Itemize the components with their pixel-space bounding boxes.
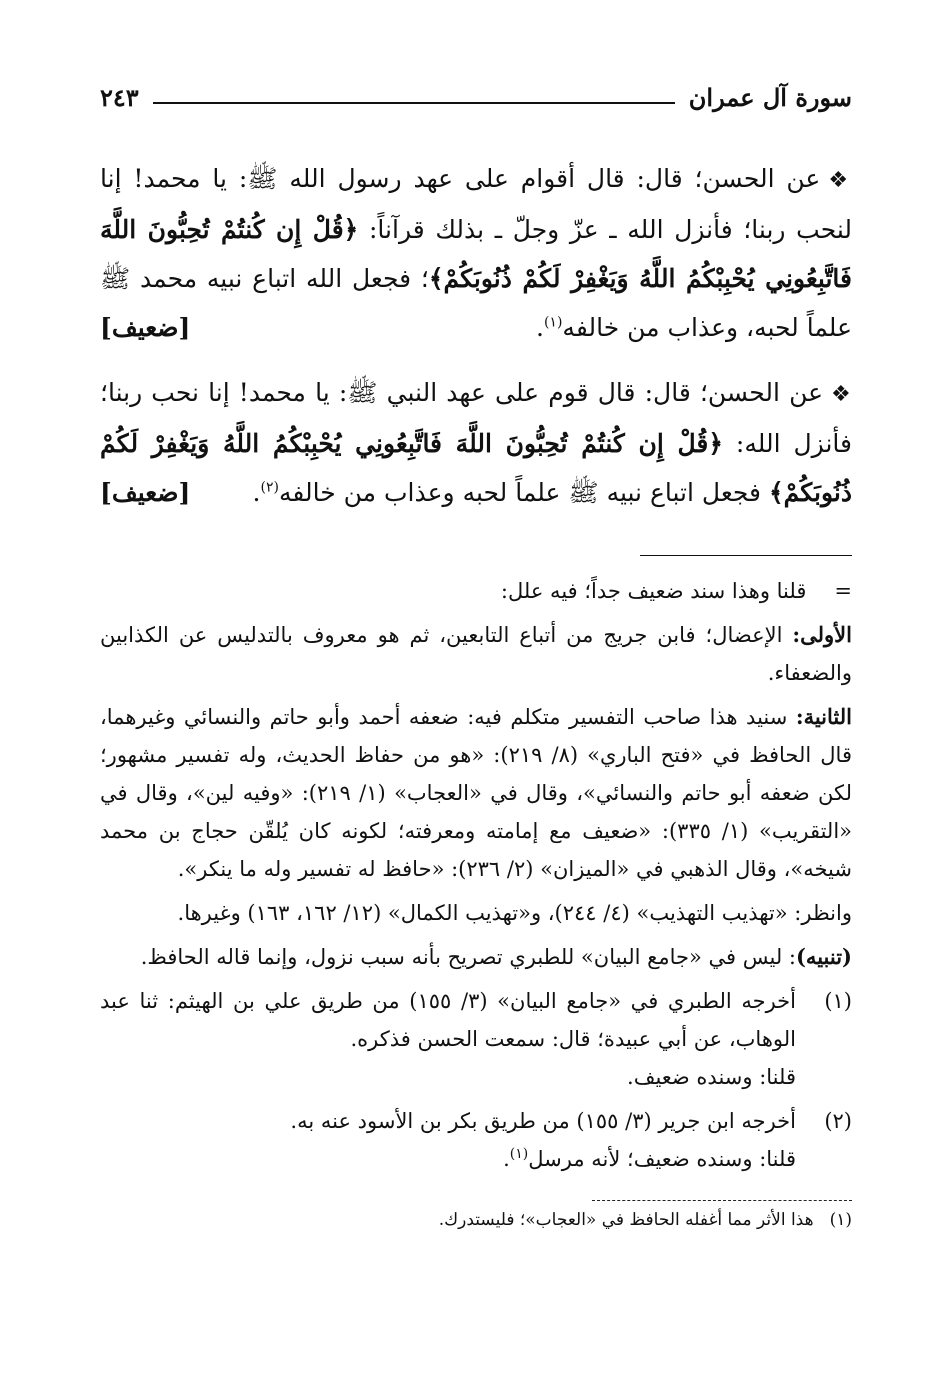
footnote-1-number: (١) bbox=[824, 989, 852, 1013]
subnote bbox=[100, 1205, 852, 1235]
page-number: ٢٤٣ bbox=[100, 83, 139, 112]
second-defect-label: الثانية: bbox=[795, 704, 852, 729]
entry-2-grade: [ضعيف] bbox=[100, 478, 191, 507]
entry-2-text-b: فجعل اتباع نبيه ﷺ علماً لحبه وعذاب من خالفه bbox=[278, 478, 769, 507]
entry-2-text-a: عن الحسن؛ قال: قال قوم على عهد النبي ﷺ: يا محمد! إنا نحب ربنا؛ فأنزل الله: bbox=[100, 378, 853, 458]
subnote-text: هذا الأثر مما أغفله الحافظ في «العجاب»؛ فليستدرك. bbox=[438, 1210, 814, 1230]
subnote-number: (١) bbox=[829, 1210, 852, 1230]
note-intro-text: قلنا وهذا سند ضعيف جداً؛ فيه علل: bbox=[500, 579, 807, 603]
second-defect-text: سنيد هذا صاحب التفسير متكلم فيه: ضعفه أحمد وأبو حاتم والنسائي وغيرهما، قال الحافظ في «فتح الباري» (٨/ ٢١٩): «هو من حفاظ الحديث، وله تفسير مشهور؛ لكن ضعفه أبو حاتم والنسائي»، وقال في «العجاب» (١/ ٢١٩): «وفيه لين»، وقال في «التقريب» (١/ ٣٣٥): «ضعيف مع إمامته ومعرفته؛ لكونه كان يُلقّن حجاج بن محمد شيخه»، وقال الذهبي في «الميزان» (٢/ ٢٣٦): «حافظ له تفسير وله ما ينكر». bbox=[100, 705, 852, 881]
entry-1-end: . bbox=[536, 313, 544, 342]
entry-1-text-b: ؛ فجعل الله اتباع نبيه محمد ﷺ علماً لحبه، وعذاب من خالفه bbox=[100, 264, 852, 342]
footnote-separator bbox=[640, 555, 852, 556]
tanbih-text: : ليس في «جامع البيان» للطبري تصريح بأنه سبب نزول، وإنما قاله الحافظ. bbox=[140, 945, 796, 969]
surah-title: سورة آل عمران bbox=[688, 83, 852, 112]
entry-1-footnote-ref[interactable]: (١) bbox=[543, 314, 563, 331]
note-tanbih bbox=[100, 938, 852, 976]
hadith-entry-1 bbox=[100, 154, 852, 352]
entry-2-footnote-ref[interactable]: (٢) bbox=[260, 479, 279, 496]
footnote-2-text: أخرجه ابن جرير (٣/ ١٥٥) من طريق بكر بن الأسود عنه به. bbox=[290, 1109, 796, 1133]
see-also-text: وانظر: «تهذيب التهذيب» (٤/ ٢٤٤)، و«تهذيب الكمال» (١٢/ ١٦٢، ١٦٣) وغيرها. bbox=[177, 901, 852, 925]
footnote-2 bbox=[100, 1102, 852, 1178]
header-rule bbox=[153, 102, 675, 104]
entry-1-text-a: عن الحسن؛ قال: قال أقوام على عهد رسول الله ﷺ: يا محمد! إنا لنحب ربنا؛ فأنزل الله ـ عزّ وجلّ ـ بذلك قرآناً: bbox=[100, 164, 852, 244]
note-intro bbox=[100, 572, 852, 610]
main-text bbox=[100, 154, 852, 517]
page-header bbox=[100, 78, 852, 118]
first-defect-label: الأولى: bbox=[792, 622, 852, 647]
hadith-entry-2 bbox=[100, 368, 852, 517]
tanbih-label: (تنبيه) bbox=[796, 944, 852, 969]
entry-1-verse: ﴿قُلْ إِن كُنتُمْ تُحِبُّونَ اللَّهَ فَاتَّبِعُونِي يُحْبِبْكُمُ اللَّهُ وَيَغْفِرْ لَكُمْ ذُنُوبَكُمْ﴾ bbox=[100, 215, 852, 293]
footnotes bbox=[100, 572, 852, 1235]
footnote-2-number: (٢) bbox=[824, 1109, 852, 1133]
note-see-also bbox=[100, 894, 852, 932]
entry-1-grade: [ضعيف] bbox=[100, 313, 191, 342]
entry-2-verse: ﴿قُلْ إِن كُنتُمْ تُحِبُّونَ اللَّهَ فَاتَّبِعُونِي يُحْبِبْكُمُ اللَّهُ وَيَغْفِرْ لَكُمْ ذُنُوبَكُمْ﴾ bbox=[100, 429, 852, 507]
footnote-2-end: . bbox=[503, 1147, 510, 1171]
footnote-2-subref[interactable]: (١) bbox=[509, 1146, 529, 1162]
note-second-defect bbox=[100, 698, 852, 888]
subnote-separator bbox=[592, 1200, 852, 1201]
footnote-2-grading: قلنا: وسنده ضعيف؛ لأنه مرسل bbox=[528, 1147, 796, 1171]
footnote-2-grading-line bbox=[100, 1140, 796, 1178]
footnote-1-text: أخرجه الطبري في «جامع البيان» (٣/ ١٥٥) من طريق علي بن الهيثم: ثنا عبد الوهاب، عن أبي عبيدة؛ قال: سمعت الحسن فذكره. bbox=[100, 989, 796, 1051]
continuation-mark: = bbox=[834, 579, 852, 603]
footnote-1-grading: قلنا: وسنده ضعيف. bbox=[627, 1065, 796, 1089]
note-first-defect bbox=[100, 616, 852, 692]
bullet-icon: ❖ bbox=[828, 168, 852, 193]
book-page bbox=[100, 78, 852, 1235]
entry-2-end: . bbox=[252, 478, 261, 507]
first-defect-text: الإعضال؛ فابن جريج من أتباع التابعين، ثم هو معروف بالتدليس عن الكذابين والضعفاء. bbox=[100, 623, 852, 685]
bullet-icon: ❖ bbox=[831, 382, 852, 407]
footnote-1 bbox=[100, 982, 852, 1096]
